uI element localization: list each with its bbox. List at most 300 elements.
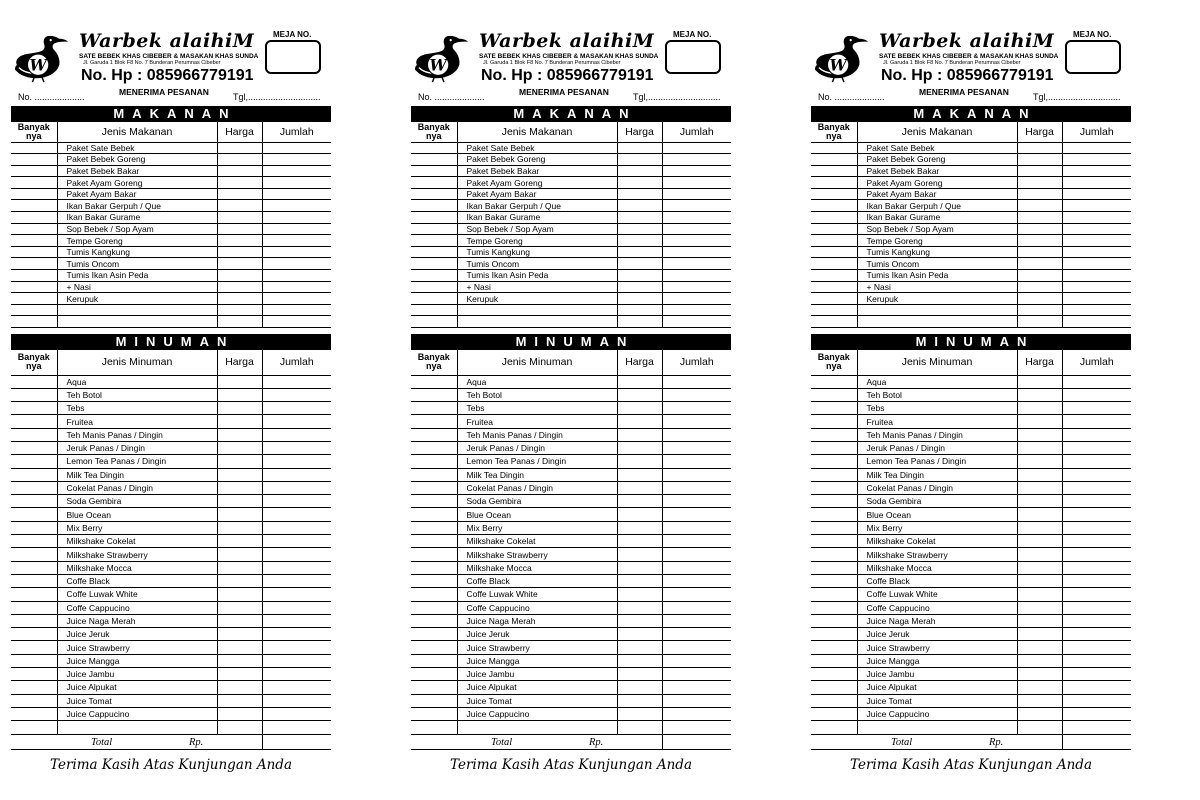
price-cell[interactable] [217,468,262,481]
price-cell[interactable] [1017,521,1062,534]
qty-cell[interactable] [11,316,57,328]
price-cell[interactable] [217,628,262,641]
price-cell[interactable] [217,668,262,681]
price-cell[interactable] [617,601,662,614]
price-cell[interactable] [1017,270,1062,282]
amount-cell[interactable] [662,188,731,200]
price-cell[interactable] [1017,508,1062,521]
price-cell[interactable] [1017,455,1062,468]
amount-cell[interactable] [1062,402,1131,415]
amount-cell[interactable] [262,281,331,293]
price-cell[interactable] [217,574,262,587]
qty-cell[interactable] [411,628,457,641]
qty-cell[interactable] [11,574,57,587]
price-cell[interactable] [217,304,262,316]
qty-cell[interactable] [811,614,857,627]
price-cell[interactable] [1017,548,1062,561]
qty-cell[interactable] [11,246,57,258]
qty-cell[interactable] [811,601,857,614]
price-cell[interactable] [1017,246,1062,258]
price-cell[interactable] [217,721,262,734]
price-cell[interactable] [217,246,262,258]
qty-cell[interactable] [411,375,457,388]
price-cell[interactable] [1017,223,1062,235]
qty-cell[interactable] [811,521,857,534]
price-cell[interactable] [1017,601,1062,614]
price-cell[interactable] [1017,177,1062,189]
price-cell[interactable] [617,402,662,415]
table-number-field[interactable] [665,40,721,74]
amount-cell[interactable] [262,508,331,521]
qty-cell[interactable] [11,481,57,494]
qty-cell[interactable] [811,455,857,468]
qty-cell[interactable] [11,188,57,200]
price-cell[interactable] [1017,721,1062,734]
amount-cell[interactable] [1062,304,1131,316]
price-cell[interactable] [1017,200,1062,212]
price-cell[interactable] [217,495,262,508]
price-cell[interactable] [617,721,662,734]
qty-cell[interactable] [11,281,57,293]
qty-cell[interactable] [811,654,857,667]
price-cell[interactable] [217,521,262,534]
qty-cell[interactable] [811,721,857,734]
qty-cell[interactable] [11,601,57,614]
amount-cell[interactable] [1062,388,1131,401]
amount-cell[interactable] [262,304,331,316]
price-cell[interactable] [1017,235,1062,247]
qty-cell[interactable] [411,304,457,316]
amount-cell[interactable] [662,375,731,388]
amount-cell[interactable] [662,388,731,401]
price-cell[interactable] [217,481,262,494]
price-cell[interactable] [617,415,662,428]
qty-cell[interactable] [811,281,857,293]
amount-cell[interactable] [262,641,331,654]
qty-cell[interactable] [11,721,57,734]
amount-cell[interactable] [662,304,731,316]
price-cell[interactable] [217,258,262,270]
qty-cell[interactable] [411,223,457,235]
qty-cell[interactable] [811,561,857,574]
price-cell[interactable] [617,177,662,189]
qty-cell[interactable] [411,428,457,441]
amount-cell[interactable] [662,293,731,305]
qty-cell[interactable] [811,628,857,641]
qty-cell[interactable] [411,165,457,177]
amount-cell[interactable] [262,628,331,641]
qty-cell[interactable] [411,574,457,587]
qty-cell[interactable] [11,468,57,481]
price-cell[interactable] [1017,574,1062,587]
price-cell[interactable] [617,628,662,641]
amount-cell[interactable] [262,270,331,282]
qty-cell[interactable] [11,455,57,468]
amount-cell[interactable] [262,142,331,154]
qty-cell[interactable] [811,154,857,166]
qty-cell[interactable] [11,548,57,561]
amount-cell[interactable] [1062,561,1131,574]
qty-cell[interactable] [411,293,457,305]
amount-cell[interactable] [1062,614,1131,627]
amount-cell[interactable] [262,441,331,454]
price-cell[interactable] [617,495,662,508]
price-cell[interactable] [617,293,662,305]
qty-cell[interactable] [811,535,857,548]
qty-cell[interactable] [11,668,57,681]
qty-cell[interactable] [411,481,457,494]
price-cell[interactable] [1017,304,1062,316]
amount-cell[interactable] [662,441,731,454]
qty-cell[interactable] [811,177,857,189]
price-cell[interactable] [217,235,262,247]
qty-cell[interactable] [11,200,57,212]
price-cell[interactable] [617,154,662,166]
amount-cell[interactable] [1062,235,1131,247]
qty-cell[interactable] [411,258,457,270]
price-cell[interactable] [617,235,662,247]
price-cell[interactable] [617,316,662,328]
price-cell[interactable] [217,601,262,614]
amount-cell[interactable] [1062,212,1131,224]
qty-cell[interactable] [411,654,457,667]
qty-cell[interactable] [411,441,457,454]
amount-cell[interactable] [1062,223,1131,235]
qty-cell[interactable] [811,668,857,681]
price-cell[interactable] [1017,707,1062,720]
qty-cell[interactable] [811,495,857,508]
date-field[interactable]: Tgl,............................. [1033,92,1121,102]
amount-cell[interactable] [662,668,731,681]
qty-cell[interactable] [811,388,857,401]
price-cell[interactable] [217,455,262,468]
amount-cell[interactable] [262,721,331,734]
amount-cell[interactable] [262,668,331,681]
qty-cell[interactable] [11,212,57,224]
qty-cell[interactable] [411,468,457,481]
amount-cell[interactable] [662,548,731,561]
price-cell[interactable] [617,521,662,534]
price-cell[interactable] [1017,441,1062,454]
price-cell[interactable] [617,694,662,707]
qty-cell[interactable] [811,428,857,441]
amount-cell[interactable] [662,495,731,508]
qty-cell[interactable] [11,561,57,574]
amount-cell[interactable] [662,428,731,441]
amount-cell[interactable] [1062,165,1131,177]
price-cell[interactable] [1017,316,1062,328]
amount-cell[interactable] [262,561,331,574]
price-cell[interactable] [617,188,662,200]
amount-cell[interactable] [262,246,331,258]
price-cell[interactable] [217,165,262,177]
amount-cell[interactable] [1062,668,1131,681]
qty-cell[interactable] [811,468,857,481]
amount-cell[interactable] [262,588,331,601]
price-cell[interactable] [217,561,262,574]
amount-cell[interactable] [662,235,731,247]
price-cell[interactable] [217,142,262,154]
qty-cell[interactable] [411,200,457,212]
amount-cell[interactable] [262,614,331,627]
price-cell[interactable] [617,561,662,574]
order-number-field[interactable]: No. .................... [18,92,85,102]
price-cell[interactable] [1017,668,1062,681]
amount-cell[interactable] [1062,177,1131,189]
amount-cell[interactable] [662,270,731,282]
order-number-field[interactable]: No. .................... [818,92,885,102]
qty-cell[interactable] [411,495,457,508]
amount-cell[interactable] [1062,588,1131,601]
amount-cell[interactable] [662,521,731,534]
amount-cell[interactable] [1062,270,1131,282]
price-cell[interactable] [1017,375,1062,388]
amount-cell[interactable] [262,402,331,415]
amount-cell[interactable] [262,707,331,720]
price-cell[interactable] [217,508,262,521]
price-cell[interactable] [1017,415,1062,428]
amount-cell[interactable] [662,223,731,235]
price-cell[interactable] [1017,495,1062,508]
price-cell[interactable] [217,441,262,454]
price-cell[interactable] [617,428,662,441]
qty-cell[interactable] [811,375,857,388]
price-cell[interactable] [617,212,662,224]
amount-cell[interactable] [1062,154,1131,166]
qty-cell[interactable] [11,681,57,694]
qty-cell[interactable] [811,258,857,270]
amount-cell[interactable] [662,614,731,627]
qty-cell[interactable] [11,304,57,316]
amount-cell[interactable] [262,521,331,534]
qty-cell[interactable] [411,154,457,166]
price-cell[interactable] [217,402,262,415]
qty-cell[interactable] [11,508,57,521]
amount-cell[interactable] [262,455,331,468]
price-cell[interactable] [1017,588,1062,601]
amount-cell[interactable] [662,574,731,587]
amount-cell[interactable] [1062,428,1131,441]
qty-cell[interactable] [411,270,457,282]
price-cell[interactable] [217,694,262,707]
amount-cell[interactable] [1062,508,1131,521]
qty-cell[interactable] [11,388,57,401]
amount-cell[interactable] [262,495,331,508]
amount-cell[interactable] [1062,601,1131,614]
price-cell[interactable] [617,654,662,667]
price-cell[interactable] [217,212,262,224]
amount-cell[interactable] [262,535,331,548]
amount-cell[interactable] [1062,142,1131,154]
qty-cell[interactable] [11,293,57,305]
qty-cell[interactable] [11,614,57,627]
price-cell[interactable] [217,200,262,212]
amount-cell[interactable] [262,258,331,270]
price-cell[interactable] [217,681,262,694]
amount-cell[interactable] [662,154,731,166]
amount-cell[interactable] [662,316,731,328]
price-cell[interactable] [1017,293,1062,305]
price-cell[interactable] [617,246,662,258]
amount-cell[interactable] [1062,246,1131,258]
amount-cell[interactable] [262,468,331,481]
amount-cell[interactable] [662,707,731,720]
price-cell[interactable] [217,614,262,627]
qty-cell[interactable] [411,668,457,681]
qty-cell[interactable] [811,548,857,561]
price-cell[interactable] [1017,258,1062,270]
price-cell[interactable] [617,455,662,468]
qty-cell[interactable] [811,415,857,428]
qty-cell[interactable] [411,415,457,428]
price-cell[interactable] [217,281,262,293]
amount-cell[interactable] [1062,654,1131,667]
qty-cell[interactable] [811,588,857,601]
qty-cell[interactable] [811,293,857,305]
qty-cell[interactable] [11,694,57,707]
price-cell[interactable] [217,375,262,388]
amount-cell[interactable] [1062,375,1131,388]
qty-cell[interactable] [811,304,857,316]
price-cell[interactable] [217,293,262,305]
price-cell[interactable] [217,316,262,328]
qty-cell[interactable] [411,316,457,328]
amount-cell[interactable] [262,235,331,247]
qty-cell[interactable] [411,212,457,224]
qty-cell[interactable] [411,721,457,734]
price-cell[interactable] [1017,212,1062,224]
amount-cell[interactable] [1062,441,1131,454]
price-cell[interactable] [1017,614,1062,627]
price-cell[interactable] [217,223,262,235]
amount-cell[interactable] [1062,468,1131,481]
price-cell[interactable] [217,588,262,601]
amount-cell[interactable] [662,681,731,694]
price-cell[interactable] [1017,641,1062,654]
qty-cell[interactable] [811,235,857,247]
qty-cell[interactable] [811,188,857,200]
qty-cell[interactable] [11,521,57,534]
qty-cell[interactable] [11,235,57,247]
amount-cell[interactable] [262,223,331,235]
amount-cell[interactable] [262,388,331,401]
qty-cell[interactable] [11,654,57,667]
amount-cell[interactable] [662,246,731,258]
amount-cell[interactable] [662,641,731,654]
qty-cell[interactable] [811,402,857,415]
qty-cell[interactable] [11,495,57,508]
qty-cell[interactable] [411,694,457,707]
qty-cell[interactable] [11,428,57,441]
qty-cell[interactable] [811,694,857,707]
price-cell[interactable] [217,388,262,401]
amount-cell[interactable] [1062,721,1131,734]
amount-cell[interactable] [662,258,731,270]
price-cell[interactable] [617,588,662,601]
price-cell[interactable] [1017,402,1062,415]
amount-cell[interactable] [262,316,331,328]
price-cell[interactable] [617,707,662,720]
price-cell[interactable] [617,641,662,654]
amount-cell[interactable] [262,212,331,224]
price-cell[interactable] [1017,468,1062,481]
date-field[interactable]: Tgl,............................. [233,92,321,102]
amount-cell[interactable] [262,548,331,561]
qty-cell[interactable] [811,165,857,177]
price-cell[interactable] [1017,388,1062,401]
amount-cell[interactable] [662,212,731,224]
qty-cell[interactable] [411,177,457,189]
qty-cell[interactable] [11,142,57,154]
price-cell[interactable] [617,270,662,282]
price-cell[interactable] [617,375,662,388]
amount-cell[interactable] [1062,455,1131,468]
price-cell[interactable] [617,165,662,177]
price-cell[interactable] [617,281,662,293]
price-cell[interactable] [1017,561,1062,574]
amount-cell[interactable] [1062,495,1131,508]
price-cell[interactable] [617,200,662,212]
qty-cell[interactable] [411,508,457,521]
amount-cell[interactable] [262,601,331,614]
amount-cell[interactable] [262,154,331,166]
amount-cell[interactable] [1062,574,1131,587]
price-cell[interactable] [217,654,262,667]
qty-cell[interactable] [811,574,857,587]
amount-cell[interactable] [662,468,731,481]
qty-cell[interactable] [11,177,57,189]
qty-cell[interactable] [811,508,857,521]
amount-cell[interactable] [662,481,731,494]
amount-cell[interactable] [262,165,331,177]
qty-cell[interactable] [11,258,57,270]
price-cell[interactable] [217,535,262,548]
price-cell[interactable] [1017,628,1062,641]
price-cell[interactable] [617,535,662,548]
qty-cell[interactable] [811,316,857,328]
amount-cell[interactable] [1062,641,1131,654]
qty-cell[interactable] [11,628,57,641]
qty-cell[interactable] [11,588,57,601]
amount-cell[interactable] [262,574,331,587]
table-number-field[interactable] [1065,40,1121,74]
order-number-field[interactable]: No. .................... [418,92,485,102]
price-cell[interactable] [617,441,662,454]
amount-cell[interactable] [1062,316,1131,328]
amount-cell[interactable] [262,694,331,707]
amount-cell[interactable] [662,165,731,177]
amount-cell[interactable] [262,415,331,428]
qty-cell[interactable] [811,441,857,454]
qty-cell[interactable] [411,388,457,401]
price-cell[interactable] [1017,481,1062,494]
qty-cell[interactable] [411,588,457,601]
qty-cell[interactable] [411,548,457,561]
amount-cell[interactable] [1062,293,1131,305]
qty-cell[interactable] [411,561,457,574]
price-cell[interactable] [617,142,662,154]
amount-cell[interactable] [1062,281,1131,293]
price-cell[interactable] [617,304,662,316]
price-cell[interactable] [217,154,262,166]
amount-cell[interactable] [1062,188,1131,200]
price-cell[interactable] [617,681,662,694]
qty-cell[interactable] [11,270,57,282]
amount-cell[interactable] [262,481,331,494]
amount-cell[interactable] [262,375,331,388]
amount-cell[interactable] [262,293,331,305]
amount-cell[interactable] [662,415,731,428]
